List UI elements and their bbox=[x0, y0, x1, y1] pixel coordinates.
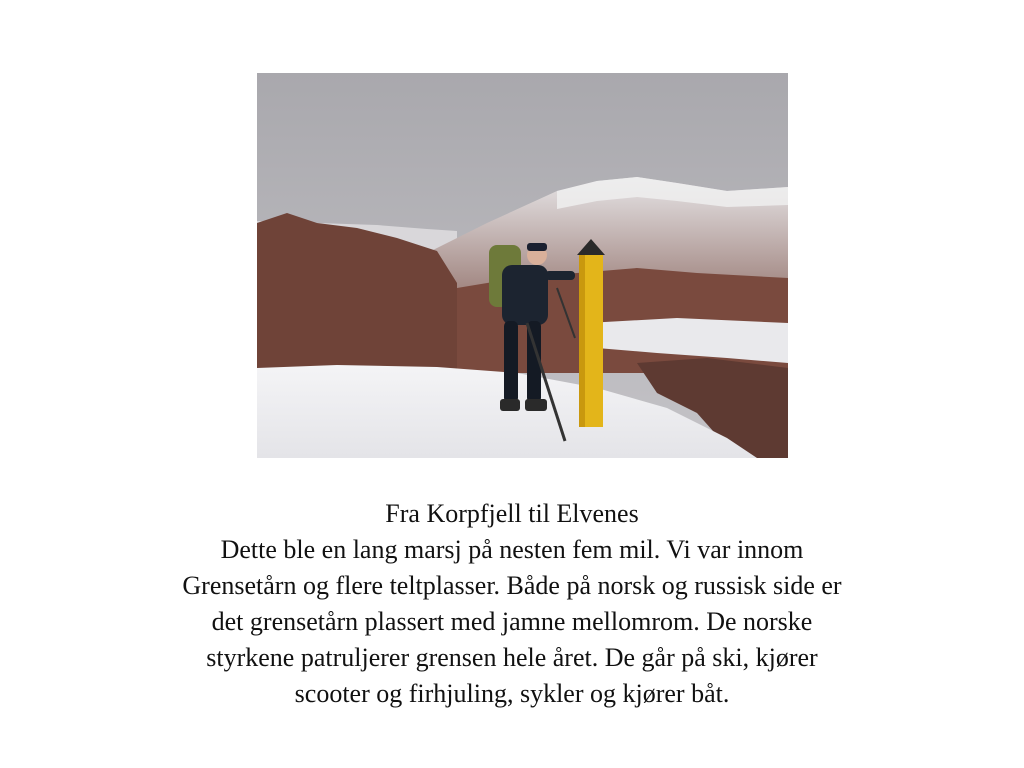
caption-title: Fra Korpfjell til Elvenes bbox=[385, 499, 639, 528]
winter-border-photo bbox=[257, 73, 788, 458]
caption bbox=[150, 496, 874, 712]
caption-body: Dette ble en lang marsj på nesten fem mil. Vi var innom Grensetårn og flere teltplasser. Både på norsk og russisk side er det grensetårn plassert med jamne mellomrom. De norske styrkene patruljerer grensen hele året. De går på ski, kjører scooter og firhjuling, sykler og kjører båt. bbox=[182, 535, 842, 708]
border-post bbox=[577, 239, 605, 427]
